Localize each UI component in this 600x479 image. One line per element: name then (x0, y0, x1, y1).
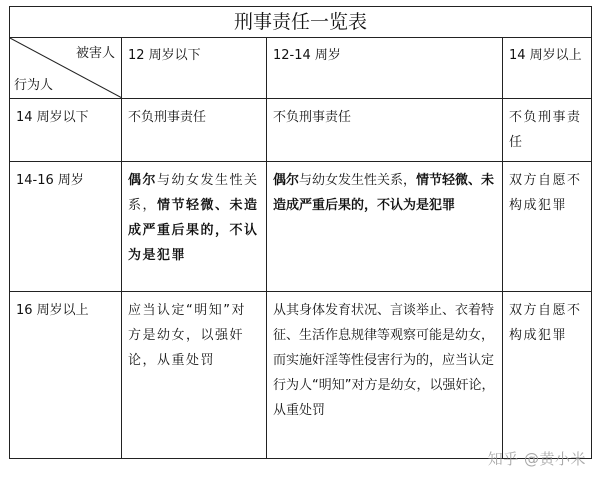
corner-header (10, 38, 122, 99)
bold-text: 情节轻微、未造成严重后果的，不认为是犯罪 (273, 173, 495, 213)
row-label-under-14: 14 周岁以下 (10, 99, 122, 162)
cell-text (267, 162, 503, 292)
bold-text: 偶尔 (273, 173, 300, 188)
watermark: 知乎 @黄小米 (487, 450, 586, 468)
row-label-over-16: 16 周岁以上 (10, 292, 122, 459)
cell-text: 不负刑事责任 (267, 99, 503, 162)
cell-text: 应当认定“明知”对方是幼女，以强奸论，从重处罚 (122, 292, 267, 459)
bold-text: 偶尔 (128, 173, 158, 188)
row-label-14-16: 14-16 周岁 (10, 162, 122, 292)
column-header-over-14: 14 周岁以上 (503, 38, 592, 99)
liability-table (9, 6, 592, 459)
column-header-12-14: 12-14 周岁 (267, 38, 503, 99)
cell-text: 不负刑事责任 (503, 99, 592, 162)
corner-victim-label: 被害人 (75, 46, 115, 61)
cell-text: 不负刑事责任 (122, 99, 267, 162)
cell-text: 双方自愿不构成犯罪 (503, 292, 592, 459)
corner-actor-label: 行为人 (14, 78, 54, 93)
bold-text: 情节轻微、未造成严重后果的，不认为是犯罪 (128, 198, 259, 263)
cell-text (122, 162, 267, 292)
table-title: 刑事责任一览表 (10, 7, 592, 38)
plain-text: 与幼女发生性关系， (128, 173, 259, 213)
cell-text: 双方自愿不构成犯罪 (503, 162, 592, 292)
table-row (10, 99, 592, 162)
column-header-under-12: 12 周岁以下 (122, 38, 267, 99)
table-row (10, 162, 592, 292)
table-row (10, 292, 592, 459)
plain-text: 与幼女发生性关系， (299, 173, 417, 188)
cell-text: 从其身体发育状况、言谈举止、衣着特征、生活作息规律等观察可能是幼女，而实施奸淫等性侵害行为的，应当认定行为人“明知”对方是幼女，以强奸论，从重处罚 (267, 292, 503, 459)
